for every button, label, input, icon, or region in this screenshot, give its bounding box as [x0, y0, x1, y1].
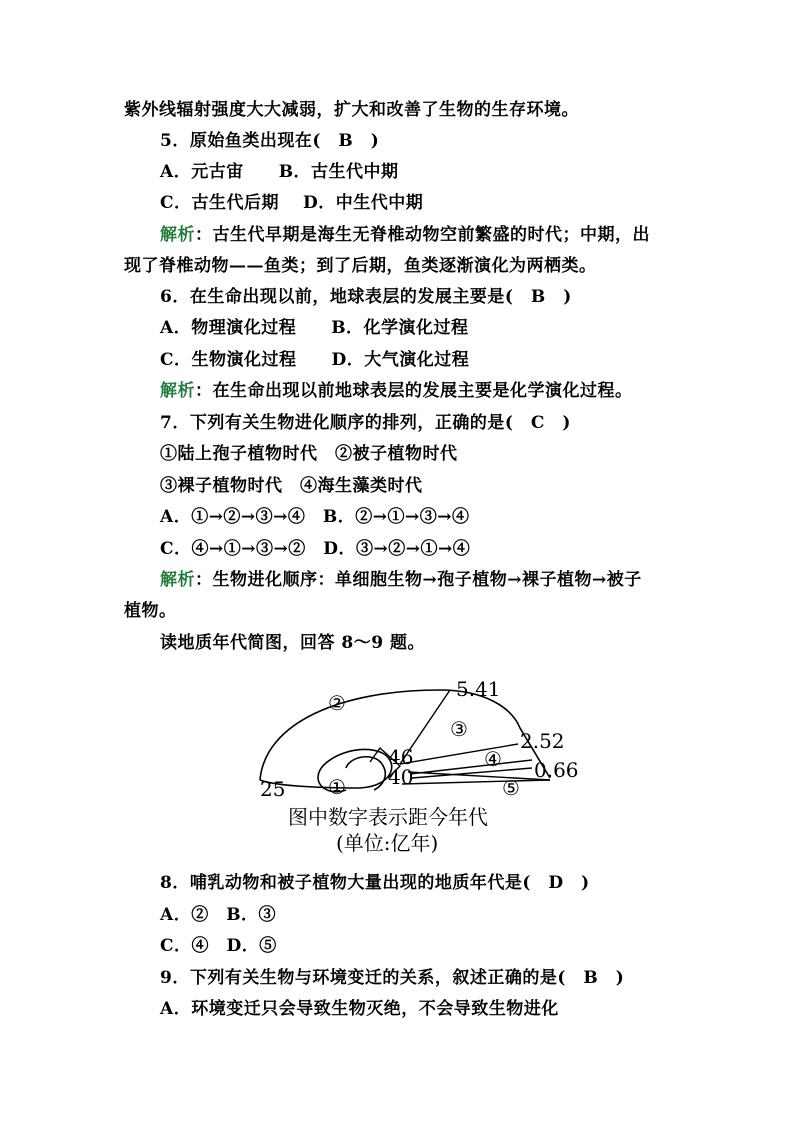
text-line: 紫外线辐射强度大大减弱，扩大和改善了生物的生存环境。 [124, 100, 579, 120]
question-6: 6．在生命出现以前，地球表层的发展主要是( B ) [160, 287, 572, 307]
age-40: 40 [388, 765, 414, 789]
region-1: ① [328, 775, 346, 799]
question-7-item-34: ③裸子植物时代 ④海生藻类时代 [160, 476, 423, 496]
question-6-options-cd: C．生物演化过程 D．大气演化过程 [160, 350, 470, 370]
region-3: ③ [450, 717, 468, 741]
question-7: 7．下列有关生物进化顺序的排列，正确的是( C ) [160, 413, 571, 433]
analysis-label: 解析 [160, 570, 195, 590]
question-5-options-cd: C．古生代后期 D．中生代中期 [160, 193, 424, 213]
question-7-options-ab: A．①→②→③→④ B．②→①→③→④ [160, 507, 470, 527]
question-7-item-12: ①陆上孢子植物时代 ②被子植物时代 [160, 444, 458, 464]
analysis-6 [160, 381, 633, 401]
region-4: ④ [484, 747, 502, 771]
question-9: 9．下列有关生物与环境变迁的关系，叙述正确的是( B ) [160, 968, 625, 988]
question-5-options-ab: A．元古宙 B．古生代中期 [160, 162, 399, 182]
geologic-time-diagram [250, 668, 590, 858]
age-25: 25 [260, 777, 286, 801]
analysis-5-cont: 现了脊椎动物——鱼类；到了后期，鱼类逐渐演化为两栖类。 [124, 256, 597, 276]
question-6-options-ab: A．物理演化过程 B．化学演化过程 [160, 318, 469, 338]
region-2: ② [328, 691, 346, 715]
diagram-intro: 读地质年代简图，回答 8～9 题。 [160, 633, 425, 653]
age-252: 2.52 [520, 729, 565, 753]
question-8: 8．哺乳动物和被子植物大量出现的地质年代是( D ) [160, 873, 590, 893]
question-8-options-cd: C．④ D．⑤ [160, 936, 277, 956]
question-9-option-a: A．环境变迁只会导致生物灭绝，不会导致生物进化 [160, 999, 559, 1019]
analysis-text: ：古生代早期是海生无脊椎动物空前繁盛的时代；中期，出 [195, 225, 650, 245]
age-46: 46 [388, 745, 414, 769]
analysis-7-cont: 植物。 [124, 601, 177, 621]
age-541: 5.41 [456, 677, 501, 701]
question-7-options-cd: C．④→①→③→② D．③→②→①→④ [160, 539, 471, 559]
analysis-label: 解析 [160, 225, 195, 245]
analysis-label: 解析 [160, 381, 195, 401]
analysis-text: ：生物进化顺序：单细胞生物→孢子植物→裸子植物→被子 [195, 570, 642, 590]
analysis-7 [160, 570, 642, 590]
diagram-caption: 图中数字表示距今年代 [288, 805, 488, 829]
divider-066 [410, 760, 532, 774]
tail [402, 780, 550, 784]
question-5: 5．原始鱼类出现在( B ) [160, 131, 380, 151]
analysis-5 [160, 225, 650, 245]
age-066: 0.66 [534, 758, 579, 782]
diagram-caption-unit: (单位:亿年) [336, 831, 439, 855]
region-5: ⑤ [502, 776, 520, 800]
inner-coil-2 [346, 757, 385, 790]
analysis-text: ：在生命出现以前地球表层的发展主要是化学演化过程。 [195, 381, 633, 401]
question-8-options-ab: A．② B．③ [160, 905, 277, 925]
